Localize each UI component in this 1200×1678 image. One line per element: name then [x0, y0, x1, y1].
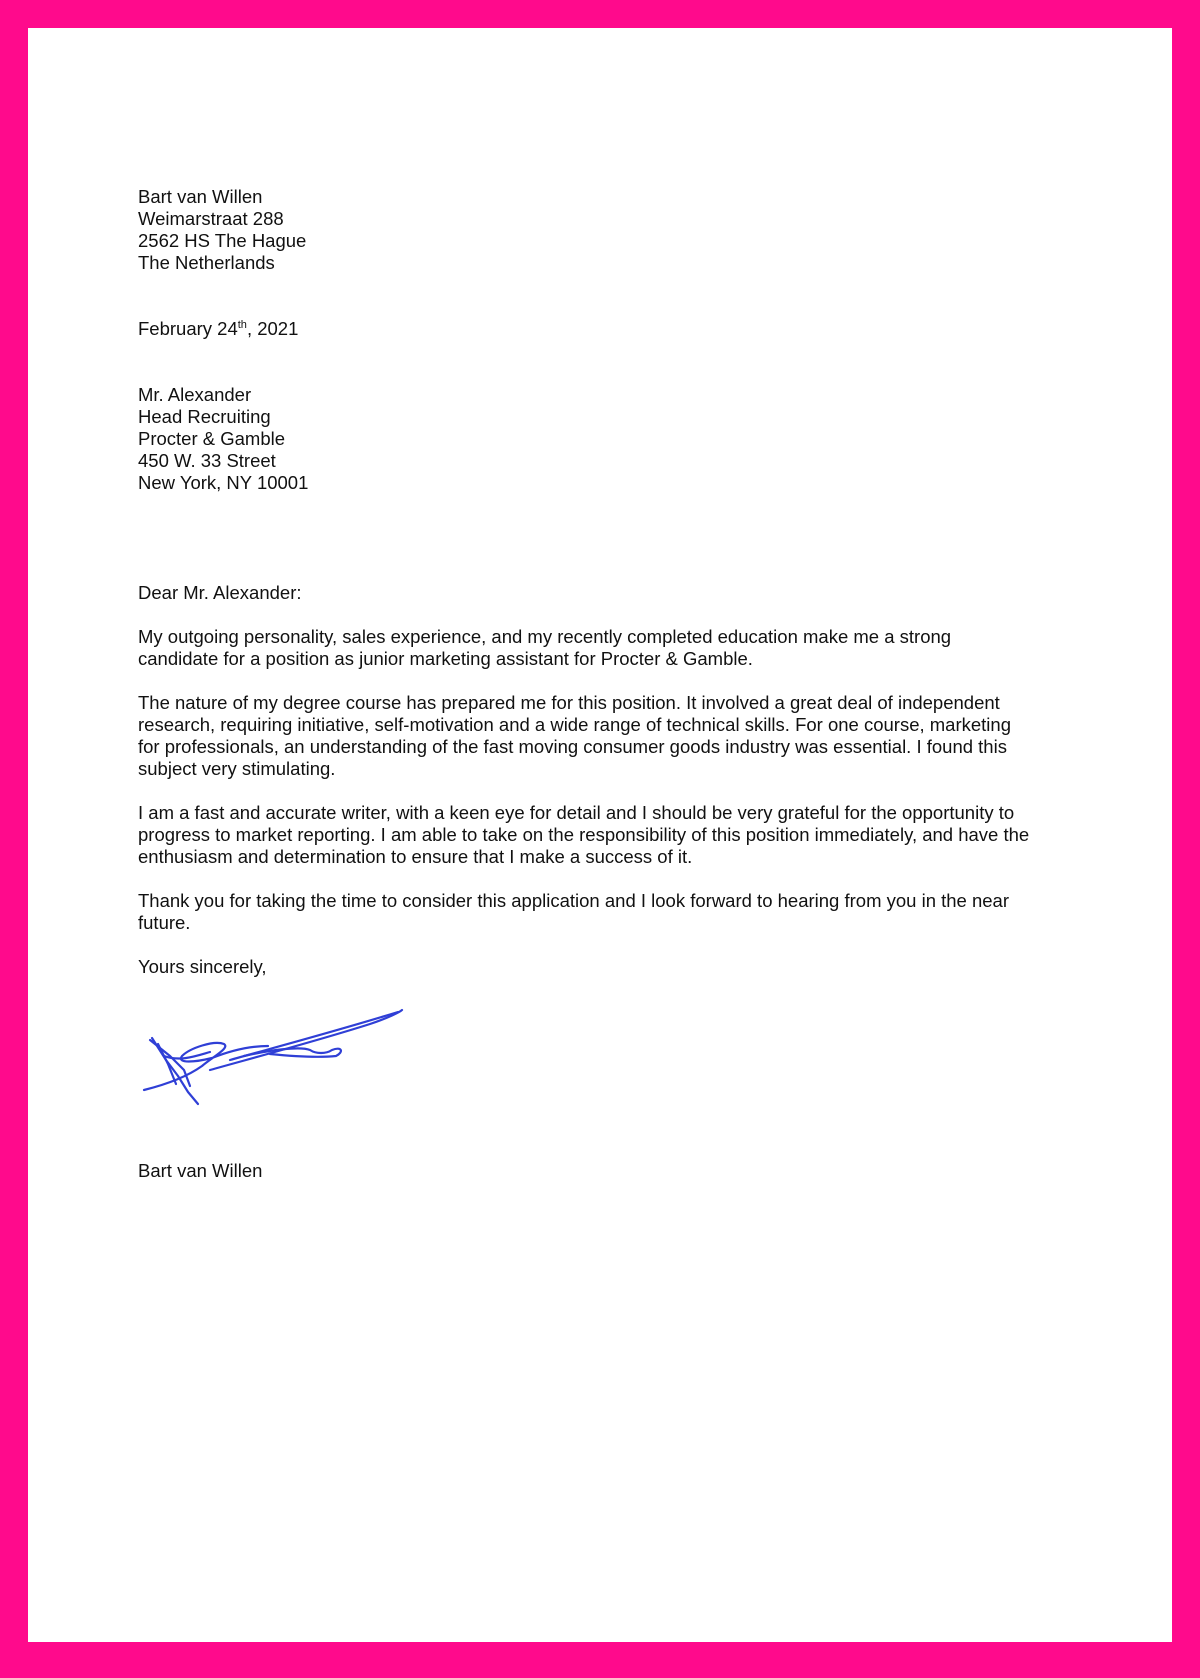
- sender-address: [138, 186, 1098, 274]
- paragraph-line: future.: [138, 912, 191, 933]
- recipient-company: Procter & Gamble: [138, 428, 286, 449]
- paragraph-line: candidate for a position as junior marketing assistant for Procter & Gamble.: [138, 648, 753, 669]
- recipient-address: [138, 384, 1098, 494]
- handwritten-signature: [140, 1000, 430, 1110]
- body-paragraph: [138, 890, 1098, 934]
- paragraph-line: for professionals, an understanding of the fast moving consumer goods industry was essential. I found this: [138, 736, 1007, 757]
- date-year: , 2021: [246, 318, 299, 339]
- paragraph-line: The nature of my degree course has prepared me for this position. It involved a great deal of independent: [138, 692, 1000, 713]
- paragraph-line: My outgoing personality, sales experience, and my recently completed education make me a strong: [138, 626, 952, 647]
- closing-text: Yours sincerely,: [138, 956, 267, 977]
- paragraph-line: research, requiring initiative, self-motivation and a wide range of technical skills. For one course, marketing: [138, 714, 1011, 735]
- recipient-street: 450 W. 33 Street: [138, 450, 276, 471]
- paragraph-line: Thank you for taking the time to consider this application and I look forward to hearing from you in the near: [138, 890, 1010, 911]
- paragraph-line: enthusiasm and determination to ensure that I make a success of it.: [138, 846, 693, 867]
- paragraph-line: I am a fast and accurate writer, with a keen eye for detail and I should be very grateful for the opportunity to: [138, 802, 1015, 823]
- salutation: [138, 582, 1098, 604]
- signature-name: [138, 1160, 1098, 1182]
- signature-name-text: Bart van Willen: [138, 1160, 263, 1181]
- recipient-title: Head Recruiting: [138, 406, 271, 427]
- date-suffix: th: [237, 319, 247, 331]
- sender-country: The Netherlands: [138, 252, 275, 273]
- sender-street: Weimarstraat 288: [138, 208, 284, 229]
- salutation-text: Dear Mr. Alexander:: [138, 582, 302, 603]
- date-month-day: February 24: [138, 318, 238, 339]
- sender-name: Bart van Willen: [138, 186, 263, 207]
- body-paragraph: [138, 802, 1098, 868]
- paragraph-line: progress to market reporting. I am able to take on the responsibility of this position immediately, and have the: [138, 824, 1030, 845]
- paragraph-line: subject very stimulating.: [138, 758, 336, 779]
- letter-date: [138, 318, 1098, 340]
- body-paragraph: [138, 692, 1098, 780]
- recipient-name: Mr. Alexander: [138, 384, 252, 405]
- letter-page: [28, 28, 1172, 1642]
- sender-city: 2562 HS The Hague: [138, 230, 307, 251]
- cover-letter: [138, 186, 1098, 1182]
- recipient-city: New York, NY 10001: [138, 472, 309, 493]
- body-paragraph: [138, 626, 1098, 670]
- closing: [138, 956, 1098, 978]
